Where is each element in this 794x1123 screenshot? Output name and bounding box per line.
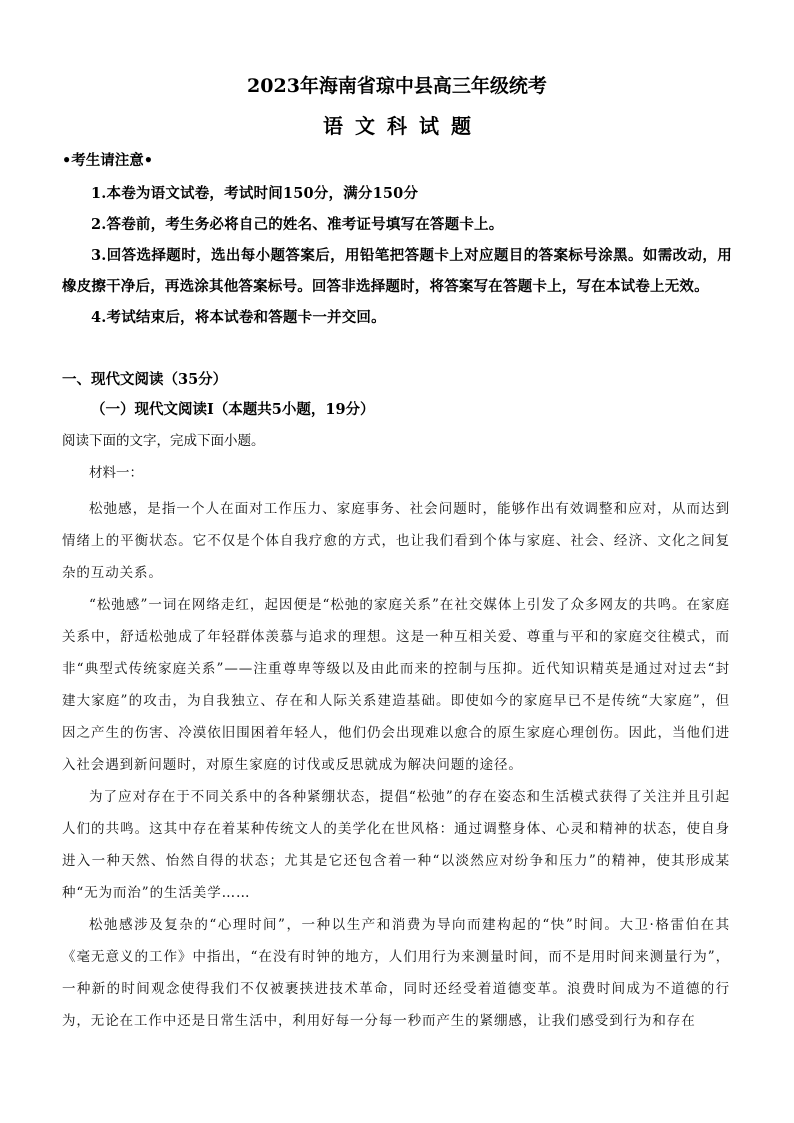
- exam-title: 2023年海南省琼中县高三年级统考: [247, 75, 547, 97]
- subject-title: 语文科试题: [323, 114, 483, 138]
- candidate-notice: [62, 150, 732, 333]
- section-heading: 一、现代文阅读（35分）: [62, 371, 228, 388]
- notice-item-3: 3.回答选择题时，选出每小题答案后，用铅笔把答题卡上对应题目的答案标号涂黑。如需改动，用橡皮擦干净后，再选涂其他答案标号。回答非选择题时，将答案写在答题卡上，写在本试卷上无效。: [62, 247, 732, 295]
- notice-item-2: 2.答卷前，考生务必将自己的姓名、准考证号填写在答题卡上。: [91, 216, 504, 233]
- notice-heading: •考生请注意•: [62, 152, 154, 169]
- reading-instruction: 阅读下面的文字，完成下面小题。: [62, 433, 265, 449]
- material-paragraph-4: 松弛感涉及复杂的“心理时间”，一种以生产和消费为导向而建构起的“快”时间。大卫·格雷伯在其《毫无意义的工作》中指出，“在没有时钟的地方，人们用行为来测量时间，而不是用时间来测量行为”，一种新的时间观念使得我们不仅被裹挟进技术革命，同时还经受着道德变革。浪费时间成为不道德的行为，无论在工作中还是日常生活中，利用好每一分每一秒而产生的紧绷感，让我们感受到行为和存在: [62, 917, 730, 1029]
- material-label: 材料一：: [89, 465, 143, 481]
- material-paragraph-3: 为了应对存在于不同关系中的各种紧绷状态，提倡“松弛”的存在姿态和生活模式获得了关注并且引起人们的共鸣。这其中存在着某种传统文人的美学化在世风格：通过调整身体、心灵和精神的状态，使自身进入一种天然、怡然自得的状态；尤其是它还包含着一种“以淡然应对纷争和压力”的精神，使其形成某种“无为而治”的生活美学……: [62, 789, 730, 901]
- notice-item-1: 1.本卷为语文试卷，考试时间150分，满分150分: [91, 185, 419, 202]
- notice-item-4: 4.考试结束后，将本试卷和答题卡一并交回。: [91, 309, 386, 326]
- subsection-heading: （一）现代文阅读Ⅰ（本题共5小题，19分）: [91, 401, 375, 418]
- material-one: [62, 462, 730, 1037]
- material-paragraph-2: “松弛感”一词在网络走红，起因便是“松弛的家庭关系”在社交媒体上引发了众多网友的共鸣。在家庭关系中，舒适松弛成了年轻群体羡慕与追求的理想。这是一种互相关爱、尊重与平和的家庭交往模式，而非“典型式传统家庭关系”——注重尊卑等级以及由此而来的控制与压抑。近代知识精英是通过对过去“封建大家庭”的攻击，为自我独立、存在和人际关系建造基础。即使如今的家庭早已不是传统“大家庭”，但因之产生的伤害、冷漠依旧围困着年轻人，他们仍会出现难以愈合的原生家庭心理创伤。因此，当他们进入社会遇到新问题时，对原生家庭的讨伐或反思就成为解决问题的途径。: [62, 597, 730, 773]
- material-paragraph-1: 松弛感，是指一个人在面对工作压力、家庭事务、社会问题时，能够作出有效调整和应对，从而达到情绪上的平衡状态。它不仅是个体自我疗愈的方式，也让我们看到个体与家庭、社会、经济、文化之间复杂的互动关系。: [62, 501, 730, 581]
